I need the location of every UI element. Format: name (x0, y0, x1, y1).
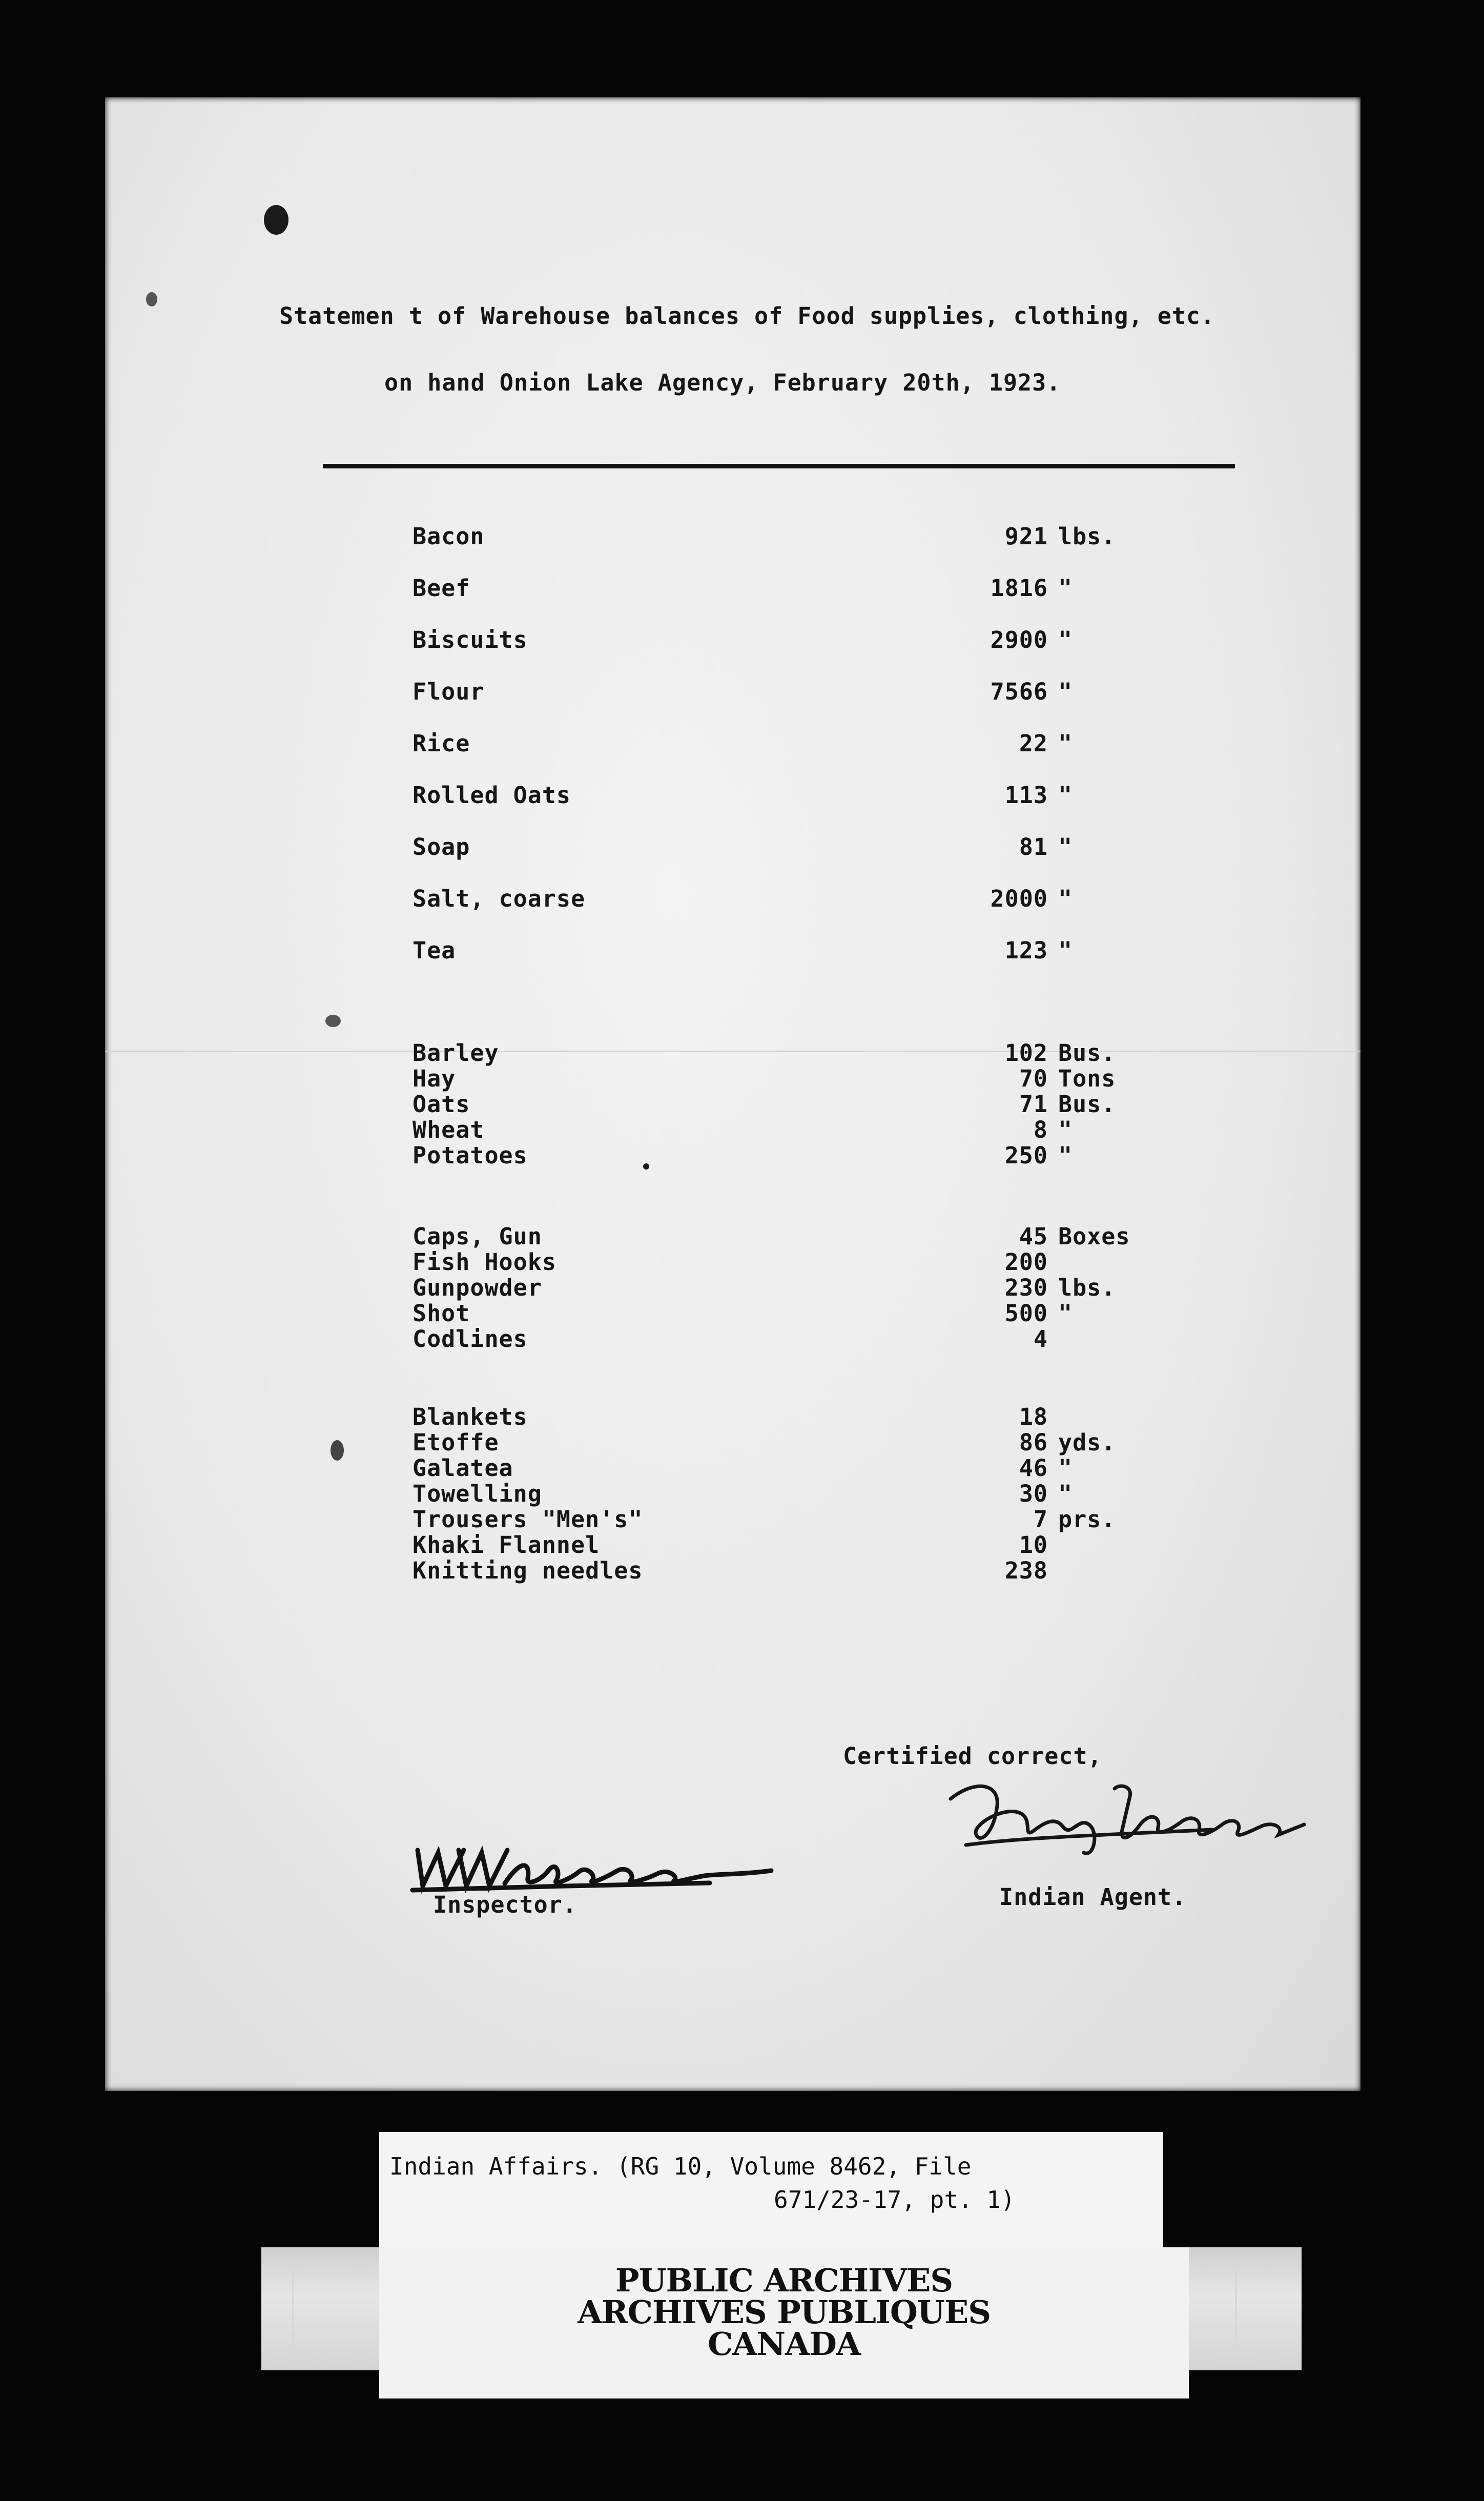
item-name: Codlines (413, 1325, 528, 1352)
item-name: Gunpowder (413, 1274, 542, 1301)
item-name: Galatea (413, 1454, 513, 1482)
item-name: Bacon (413, 523, 485, 550)
item-quantity: 7 (1033, 1506, 1048, 1533)
ink-blot (325, 1015, 341, 1027)
ink-blot (146, 292, 157, 306)
item-quantity: 10 (1019, 1531, 1048, 1559)
item-quantity: 113 (1004, 782, 1048, 809)
item-unit: Bus. (1058, 1039, 1116, 1067)
item-name: Barley (413, 1039, 499, 1067)
item-name: Beef (413, 575, 470, 602)
item-name: Salt, coarse (413, 885, 586, 912)
item-name: Caps, Gun (413, 1223, 542, 1250)
item-name: Rice (413, 730, 470, 757)
ink-blot (643, 1163, 649, 1170)
item-unit: " (1058, 1300, 1073, 1327)
item-unit: Tons (1058, 1065, 1116, 1092)
item-name: Oats (413, 1091, 470, 1118)
item-quantity: 22 (1019, 730, 1048, 757)
ink-blot (264, 205, 288, 235)
item-quantity: 81 (1019, 833, 1048, 860)
archive-stamp (379, 2247, 1189, 2398)
archive-reference-card (379, 2132, 1163, 2263)
item-name: Rolled Oats (413, 782, 571, 809)
item-quantity: 45 (1019, 1223, 1048, 1250)
stamp-line3: CANADA (707, 2325, 861, 2363)
strip-divider (1235, 2270, 1237, 2347)
item-unit: " (1058, 626, 1073, 653)
inspector-title: Inspector. (433, 1891, 577, 1918)
item-name: Knitting needles (413, 1557, 643, 1584)
title-divider (323, 464, 1235, 468)
item-quantity: 2000 (990, 885, 1048, 912)
item-unit: " (1058, 782, 1073, 809)
item-quantity: 500 (1004, 1300, 1048, 1327)
item-unit: Boxes (1058, 1223, 1130, 1250)
item-name: Trousers "Men's" (413, 1506, 643, 1533)
item-quantity: 1816 (990, 575, 1048, 602)
item-unit: " (1058, 678, 1073, 705)
item-unit: " (1058, 833, 1073, 860)
inspector-signature-icon (402, 1830, 792, 1896)
certified-label: Certified correct, (843, 1742, 1102, 1770)
item-unit: " (1058, 575, 1073, 602)
item-name: Khaki Flannel (413, 1531, 600, 1559)
document-page (105, 97, 1361, 2091)
item-unit: prs. (1058, 1506, 1116, 1533)
item-quantity: 238 (1004, 1557, 1048, 1584)
stamp-line1: PUBLIC ARCHIVES (615, 2262, 953, 2299)
item-quantity: 230 (1004, 1274, 1048, 1301)
item-name: Blankets (413, 1403, 528, 1430)
item-quantity: 921 (1004, 523, 1048, 550)
archive-reference-line1: Indian Affairs. (RG 10, Volume 8462, File (389, 2152, 972, 2180)
item-quantity: 102 (1004, 1039, 1048, 1067)
item-name: Tea (413, 937, 456, 964)
archive-stamp-strip (261, 2247, 1302, 2370)
strip-divider (292, 2270, 294, 2347)
item-unit: " (1058, 885, 1073, 912)
item-unit: yds. (1058, 1429, 1116, 1456)
item-name: Shot (413, 1300, 470, 1327)
item-name: Flour (413, 678, 485, 705)
item-unit: lbs. (1058, 523, 1116, 550)
item-name: Wheat (413, 1116, 485, 1143)
item-unit: lbs. (1058, 1274, 1116, 1301)
item-quantity: 250 (1004, 1142, 1048, 1169)
item-quantity: 123 (1004, 937, 1048, 964)
item-unit: " (1058, 730, 1073, 757)
item-quantity: 18 (1019, 1403, 1048, 1430)
item-quantity: 200 (1004, 1248, 1048, 1276)
item-quantity: 4 (1033, 1325, 1048, 1352)
ink-blot (331, 1440, 344, 1461)
item-name: Fish Hooks (413, 1248, 556, 1276)
item-quantity: 2900 (990, 626, 1048, 653)
item-name: Hay (413, 1065, 456, 1092)
item-quantity: 86 (1019, 1429, 1048, 1456)
item-unit: " (1058, 1142, 1073, 1169)
item-quantity: 71 (1019, 1091, 1048, 1118)
agent-signature-icon (945, 1768, 1345, 1871)
paper-fold-line (105, 1051, 1361, 1052)
item-unit: " (1058, 1454, 1073, 1482)
item-name: Towelling (413, 1480, 542, 1507)
item-name: Etoffe (413, 1429, 499, 1456)
item-unit: Bus. (1058, 1091, 1116, 1118)
document-title-line1: Statemen t of Warehouse balances of Food supplies, clothing, etc. (279, 302, 1215, 330)
item-quantity: 46 (1019, 1454, 1048, 1482)
agent-title: Indian Agent. (999, 1883, 1187, 1911)
item-unit: " (1058, 1116, 1073, 1143)
archive-reference-line2: 671/23-17, pt. 1) (774, 2186, 1015, 2213)
item-quantity: 30 (1019, 1480, 1048, 1507)
document-title-line2: on hand Onion Lake Agency, February 20th, 1923. (384, 369, 1061, 396)
item-unit: " (1058, 1480, 1073, 1507)
item-quantity: 8 (1033, 1116, 1048, 1143)
stamp-line2: ARCHIVES PUBLIQUES (577, 2293, 991, 2331)
item-name: Biscuits (413, 626, 528, 653)
item-name: Potatoes (413, 1142, 528, 1169)
item-quantity: 7566 (990, 678, 1048, 705)
item-name: Soap (413, 833, 470, 860)
item-unit: " (1058, 937, 1073, 964)
item-quantity: 70 (1019, 1065, 1048, 1092)
